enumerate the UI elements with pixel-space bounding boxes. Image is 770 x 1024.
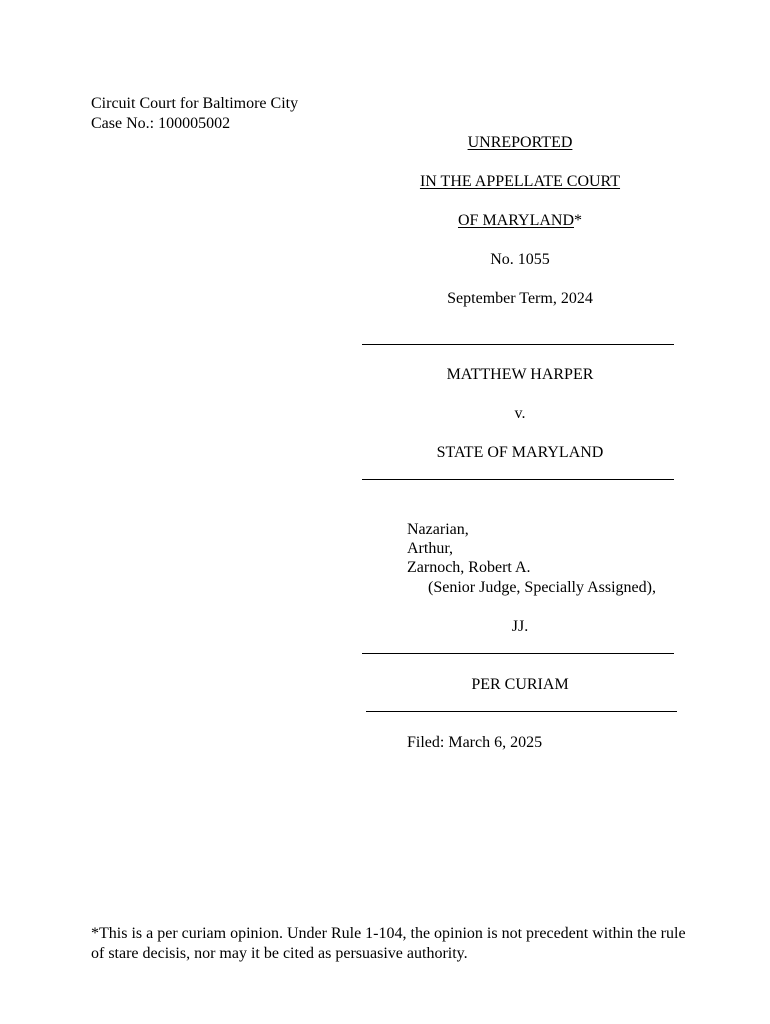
court-line1-text: IN THE APPELLATE COURT [419,173,621,190]
panel-judge-note: (Senior Judge, Specially Assigned), [428,579,656,596]
filed-date: Filed: March 6, 2025 [407,734,543,751]
court-heading-line1 [362,172,678,191]
term: September Term, 2024 [447,290,593,307]
panel-judge-2: Arthur, [407,540,454,557]
trial-court-name: Circuit Court for Baltimore City [91,95,299,112]
appellant-name: MATTHEW HARPER [446,366,594,383]
footnote-text: *This is a per curiam opinion. Under Rule 1-104, the opinion is not precedent within the rule of stare decisis, nor may it be cited as persuasive authority. [91,925,686,962]
footnote-marker: * [574,212,582,229]
appellee-name: STATE OF MARYLAND [436,444,604,461]
versus-label: v. [514,405,526,422]
court-line2-text: OF MARYLAND [457,212,574,229]
divider-rule-2 [362,479,674,480]
divider-rule-3 [362,653,674,654]
divider-rule-1 [362,344,674,345]
panel-judge-3: Zarnoch, Robert A. [407,559,531,576]
court-heading-line2 [362,211,678,230]
divider-rule-4 [366,711,677,712]
panel-judge-1: Nazarian, [407,521,469,538]
unreported-heading [362,133,678,152]
case-number: Case No.: 100005002 [91,115,231,132]
opinion-author: PER CURIAM [471,676,569,693]
docket-number: No. 1055 [490,251,550,268]
panel-suffix: JJ. [511,618,529,635]
unreported-text: UNREPORTED [467,134,573,151]
